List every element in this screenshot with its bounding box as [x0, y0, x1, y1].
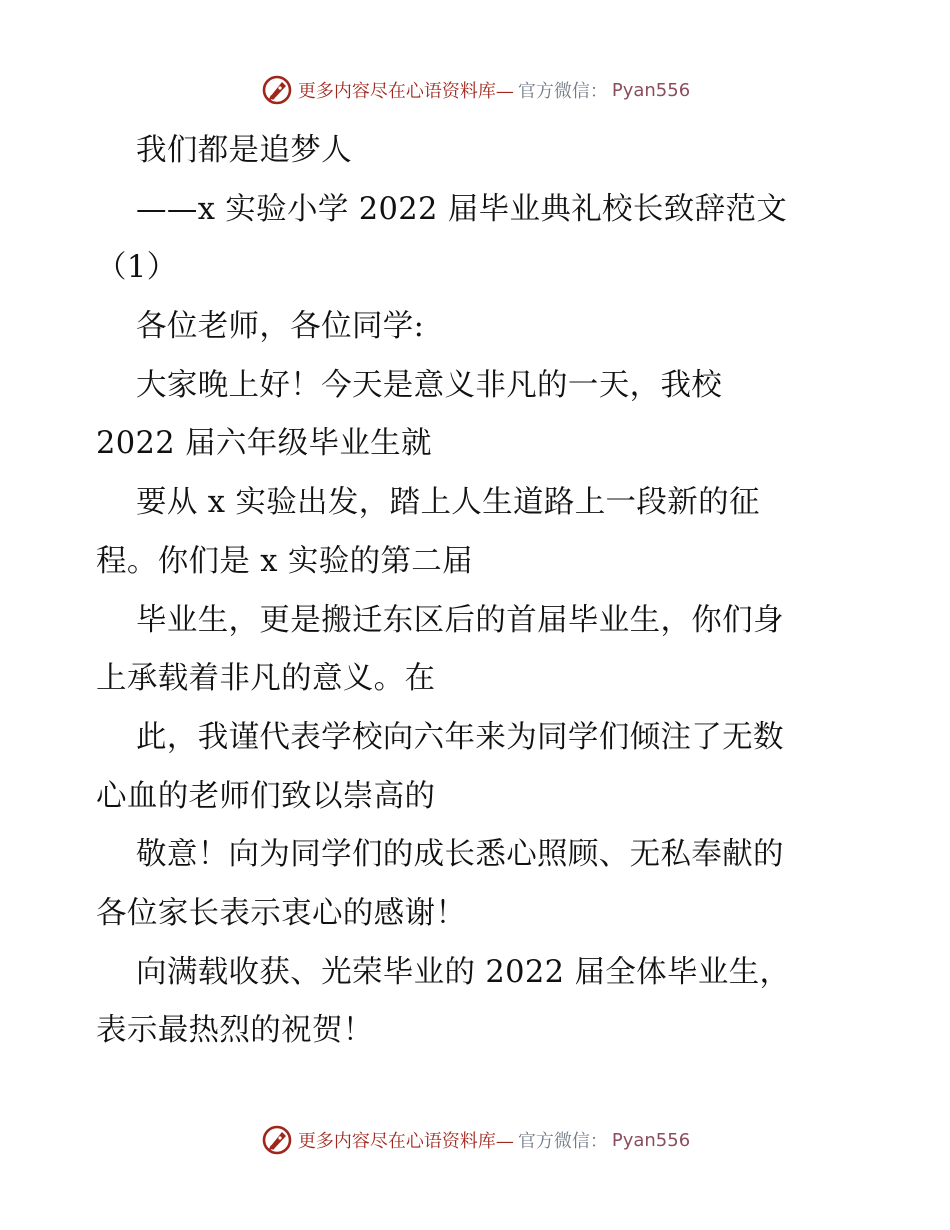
banner-wechat-id: Pyan556	[611, 1129, 691, 1151]
header-banner	[0, 70, 950, 110]
doc-paragraph-line: 2022 届六年级毕业生就	[96, 426, 432, 462]
doc-paragraph-line: 大家晚上好！今天是意义非凡的一天，我校	[136, 367, 723, 403]
doc-title: 我们都是追梦人	[136, 133, 352, 168]
doc-paragraph-line: 心血的老师们致以崇高的	[96, 778, 436, 814]
banner-wechat-label: 官方微信：	[517, 81, 608, 102]
pen-nib-logo-icon	[260, 73, 294, 107]
banner-wechat-label: 官方微信：	[517, 1131, 608, 1152]
doc-greeting: 各位老师，各位同学:	[136, 309, 425, 345]
document-body	[96, 122, 856, 1061]
doc-subtitle: ——x 实验小学 2022 届毕业典礼校长致辞范文	[136, 191, 788, 227]
banner-main-text: 更多内容尽在心语资料库—	[297, 1131, 514, 1152]
doc-paragraph-line: 此，我谨代表学校向六年来为同学们倾注了无数	[136, 719, 784, 755]
doc-paragraph-line: 毕业生，更是搬迁东区后的首届毕业生，你们身	[136, 602, 784, 638]
banner-main-text: 更多内容尽在心语资料库—	[297, 81, 514, 102]
banner-wechat-id: Pyan556	[611, 79, 691, 101]
doc-subtitle-number: （1）	[96, 250, 178, 286]
doc-paragraph-line: 表示最热烈的祝贺！	[96, 1013, 374, 1049]
doc-paragraph-line: 要从 x 实验出发，踏上人生道路上一段新的征	[136, 485, 760, 521]
pen-nib-logo-icon	[260, 1123, 294, 1157]
footer-banner	[0, 1120, 950, 1160]
doc-paragraph-line: 程。你们是 x 实验的第二届	[96, 543, 473, 579]
doc-paragraph-line: 向满载收获、光荣毕业的 2022 届全体毕业生，	[136, 954, 791, 990]
doc-paragraph-line: 敬意！向为同学们的成长悉心照顾、无私奉献的	[136, 837, 784, 873]
doc-paragraph-line: 上承载着非凡的意义。在	[96, 661, 436, 697]
doc-paragraph-line: 各位家长表示衷心的感谢！	[96, 895, 467, 931]
